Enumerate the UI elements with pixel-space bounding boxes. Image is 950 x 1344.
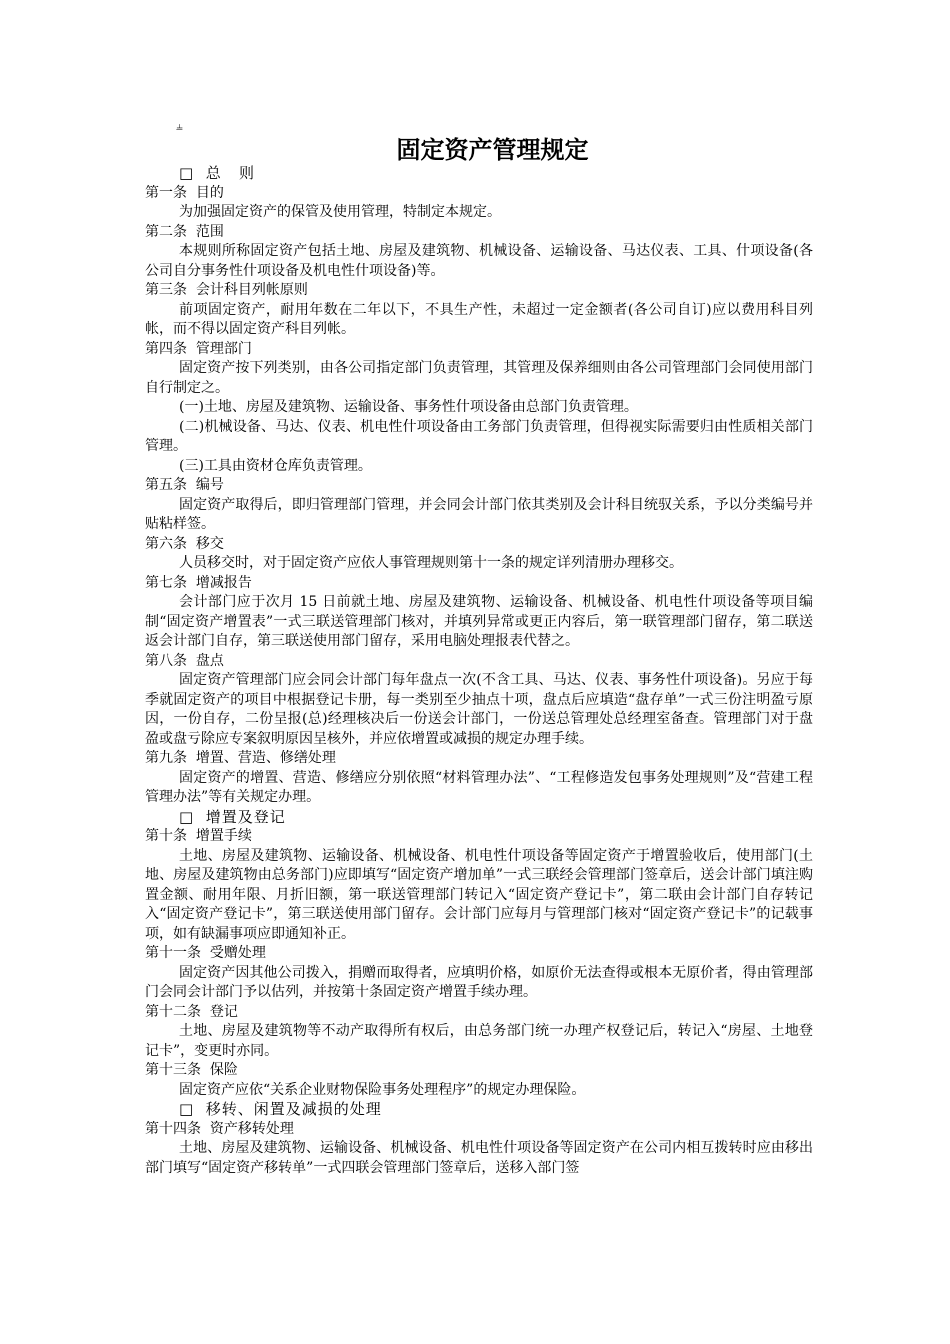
article-heading: 第十四条 资产移转处理 [145, 1120, 294, 1137]
article-heading: 第十条 增置手续 [145, 828, 252, 844]
article-heading: 第三条 会计科目列帐原则 [145, 282, 308, 298]
article-heading: 第十二条 登记 [145, 1003, 238, 1020]
paragraph: (一)土地、房屋及建筑物、运输设备、事务性什项设备由总部门负责管理。 [179, 399, 638, 415]
article-heading: 第五条 编号 [145, 477, 224, 493]
paragraph: (二)机械设备、马达、仪表、机电性什项设备由工务部门负责管理，但得视实际需要归由性质相关部门管理。 [145, 418, 813, 454]
paragraph: 为加强固定资产的保管及使用管理，特制定本规定。 [179, 204, 501, 220]
document-body [145, 164, 813, 1178]
article-heading: 第八条 盘点 [145, 652, 224, 669]
header-mark: ⫨ [176, 119, 183, 133]
paragraph: 固定资产取得后，即归管理部门管理，并会同会计部门依其类别及会计科目统驭关系，予以分类编号并贴粘样签。 [145, 496, 813, 532]
section-heading: □ 增置及登记 [179, 807, 286, 826]
paragraph: 人员移交时，对于固定资产应依人事管理规则第十一条的规定详列清册办理移交。 [179, 555, 683, 571]
paragraph: 固定资产的增置、营造、修缮应分别依照“材料管理办法”、“工程修造发包事务处理规则”及“营建工程管理办法”等有关规定办理。 [145, 769, 813, 805]
document-title: 固定资产管理规定 [396, 136, 589, 164]
paragraph: 土地、房屋及建筑物、运输设备、机械设备、机电性什项设备等固定资产于增置验收后，使用部门(土地、房屋及建筑物由总务部门)应即填写“固定资产增加单”一式三联经会管理部门签章后，送会计部门填注购置金额、耐用年限、月折旧额，第一联送管理部门转记入“固定资产登记卡”，第二联由会计部门自存转记入“固定资产登记卡”，第三联送使用部门留存。会计部门应每月与管理部门核对“固定资产登记卡”的记载事项，如有缺漏事项应即通知补正。 [145, 847, 813, 942]
paragraph: 固定资产按下列类别，由各公司指定部门负责管理，其管理及保养细则由各公司管理部门会同使用部门自行制定之。 [145, 360, 813, 396]
article-heading: 第一条 目的 [145, 184, 224, 201]
paragraph: 本规则所称固定资产包括土地、房屋及建筑物、机械设备、运输设备、马达仪表、工具、什项设备(各公司自分事务性什项设备及机电性什项设备)等。 [145, 243, 813, 279]
section-heading: □ 总 则 [179, 164, 256, 182]
paragraph: 固定资产管理部门应会同会计部门每年盘点一次(不含工具、马达、仪表、事务性什项设备)。另应于每季就固定资产的项目中根据登记卡册，每一类别至少抽点十项，盘点后应填造“盘存单”一式三份注明盈亏原因，一份自存，二份呈报(总)经理核决后一份送会计部门，一份送总管理处总经理室备查。管理部门对于盘盈或盘亏除应专案叙明原因呈核外，并应依增置或减损的规定办理手续。 [145, 672, 813, 747]
paragraph: (三)工具由资材仓库负责管理。 [179, 457, 372, 474]
paragraph: 会计部门应于次月 15 日前就土地、房屋及建筑物、运输设备、机械设备、机电性什项设备等项目编制“固定资产增置表”一式三联送管理部门核对，并填列异常或更正内容后，第一联管理部门留存，第二联送返会计部门自存，第三联送使用部门留存，采用电脑处理报表代替之。 [145, 594, 813, 649]
article-heading: 第六条 移交 [145, 535, 224, 552]
paragraph: 土地、房屋及建筑物、运输设备、机械设备、机电性什项设备等固定资产在公司内相互拨转时应由移出部门填写“固定资产移转单”一式四联会管理部门签章后，送移入部门签 [145, 1140, 813, 1176]
paragraph: 前项固定资产，耐用年数在二年以下，不具生产性，未超过一定金额者(各公司自订)应以费用科目列帐，而不得以固定资产科目列帐。 [145, 301, 813, 337]
article-heading: 第二条 范围 [145, 223, 224, 240]
article-heading: 第四条 管理部门 [145, 340, 252, 357]
article-heading: 第十三条 保险 [145, 1062, 238, 1078]
article-heading: 第九条 增置、营造、修缮处理 [145, 750, 336, 766]
section-heading: □ 移转、闲置及减损的处理 [179, 1100, 382, 1118]
paragraph: 固定资产因其他公司拨入，捐赠而取得者，应填明价格，如原价无法查得或根本无原价者，得由管理部门会同会计部门予以估列，并按第十条固定资产增置手续办理。 [145, 964, 813, 1000]
article-heading: 第七条 增减报告 [145, 574, 252, 591]
paragraph: 固定资产应依“关系企业财物保险事务处理程序”的规定办理保险。 [179, 1081, 586, 1098]
article-heading: 第十一条 受赠处理 [145, 945, 266, 961]
paragraph: 土地、房屋及建筑物等不动产取得所有权后，由总务部门统一办理产权登记后，转记入“房屋、土地登记卡”，变更时亦同。 [145, 1023, 813, 1059]
